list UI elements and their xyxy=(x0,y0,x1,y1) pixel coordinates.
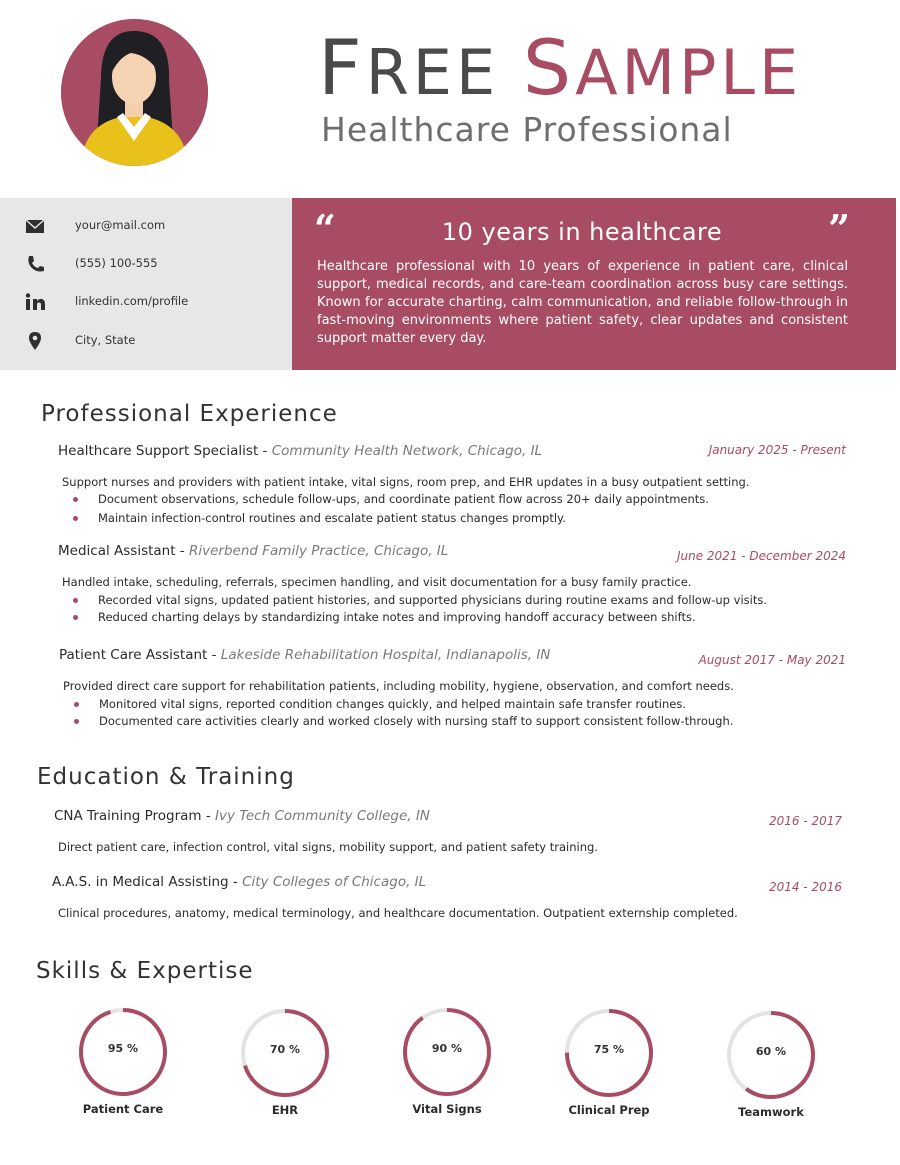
linkedin-icon xyxy=(24,292,46,312)
education-section-title: Education & Training xyxy=(37,764,295,790)
contact-location: City, State xyxy=(0,329,292,353)
job-bullet-2-2: Reduced charting delays by standardizing intake notes and improving handoff accuracy between shifts. xyxy=(98,610,696,624)
open-quote-icon: “ xyxy=(314,206,336,251)
contact-phone: (555) 100-555 xyxy=(0,252,292,276)
job-description-3: Provided direct care support for rehabilitation patients, including mobility, hygiene, observation, and comfort needs. xyxy=(63,679,734,693)
summary-title: 10 years in healthcare xyxy=(441,218,723,246)
skill-percent: 75 % xyxy=(593,1043,625,1056)
mail-icon xyxy=(24,216,46,236)
skill-percent: 60 % xyxy=(755,1045,787,1058)
skills-section-title: Skills & Expertise xyxy=(36,958,254,984)
skill-name: Clinical Prep xyxy=(568,1103,650,1117)
education-description-1: Direct patient care, infection control, vital signs, mobility support, and patient safety training. xyxy=(58,840,598,854)
education-description-2: Clinical procedures, anatomy, medical terminology, and healthcare documentation. Outpatient externship completed. xyxy=(58,906,738,920)
job-description-2: Handled intake, scheduling, referrals, specimen handling, and visit documentation for a busy family practice. xyxy=(62,575,692,589)
close-quote-icon: ” xyxy=(828,206,850,251)
profile-avatar xyxy=(61,19,208,166)
job-bullet-3-2: Documented care activities clearly and worked closely with nursing staff to support consistent follow-through. xyxy=(99,714,733,728)
education-dates-1: 2016 - 2017 xyxy=(768,814,842,828)
job-bullet-1-1: Document observations, schedule follow-ups, and coordinate patient flow across 20+ daily appointments. xyxy=(98,492,709,506)
skill-teamwork xyxy=(716,1008,826,1119)
skill-vital-signs xyxy=(392,1005,502,1116)
job-bullet-2-1: Recorded vital signs, updated patient histories, and supported physicians during routine exams and follow-up visits. xyxy=(98,593,767,607)
job-description-1: Support nurses and providers with patient intake, vital signs, room prep, and EHR updates in a busy outpatient setting. xyxy=(62,475,750,489)
skill-patient-care xyxy=(68,1005,178,1116)
person-avatar-icon xyxy=(61,19,208,166)
contact-panel xyxy=(0,198,292,370)
skill-name: Teamwork xyxy=(738,1105,804,1119)
summary-panel xyxy=(292,198,896,370)
location-pin-icon xyxy=(24,331,46,351)
page-subtitle: Healthcare Professional xyxy=(321,110,733,149)
job-dates-1: January 2025 - Present xyxy=(708,443,846,457)
education-title-2: A.A.S. in Medical Assisting - City Colleges of Chicago, IL xyxy=(52,874,427,890)
job-title-1: Healthcare Support Specialist - Community Health Network, Chicago, IL xyxy=(58,443,543,459)
skill-name: EHR xyxy=(271,1103,299,1117)
contact-email: your@mail.com xyxy=(0,214,292,238)
skill-name: Vital Signs xyxy=(412,1102,482,1116)
job-title-2: Medical Assistant - Riverbend Family Practice, Chicago, IL xyxy=(58,543,449,559)
skill-clinical-prep xyxy=(554,1006,664,1117)
job-bullet-1-2: Maintain infection-control routines and escalate patient status changes promptly. xyxy=(98,511,566,525)
education-dates-2: 2014 - 2016 xyxy=(768,880,842,894)
skill-percent: 95 % xyxy=(107,1042,139,1055)
skill-ehr xyxy=(230,1006,340,1117)
skill-percent: 90 % xyxy=(431,1042,463,1055)
page-title: FREE SAMPLE xyxy=(318,23,803,112)
job-dates-3: August 2017 - May 2021 xyxy=(698,653,846,667)
phone-icon xyxy=(24,254,46,274)
job-bullet-3-1: Monitored vital signs, reported condition changes quickly, and helped maintain safe transfer routines. xyxy=(99,697,686,711)
skill-name: Patient Care xyxy=(82,1102,164,1116)
experience-section-title: Professional Experience xyxy=(41,401,338,427)
job-title-3: Patient Care Assistant - Lakeside Rehabilitation Hospital, Indianapolis, IN xyxy=(59,647,551,663)
summary-text: Healthcare professional with 10 years of experience in patient care, clinical support, medical records, and care-team coordination across busy care settings. Known for accurate charting, calm communication, and reliable follow-through in fast-moving environments where patient safety, clear updates and consistent support matter every day. xyxy=(317,259,848,346)
education-title-1: CNA Training Program - Ivy Tech Community College, IN xyxy=(54,808,430,824)
skill-percent: 70 % xyxy=(269,1043,301,1056)
contact-linkedin: linkedin.com/profile xyxy=(0,290,292,314)
job-dates-2: June 2021 - December 2024 xyxy=(676,549,846,563)
